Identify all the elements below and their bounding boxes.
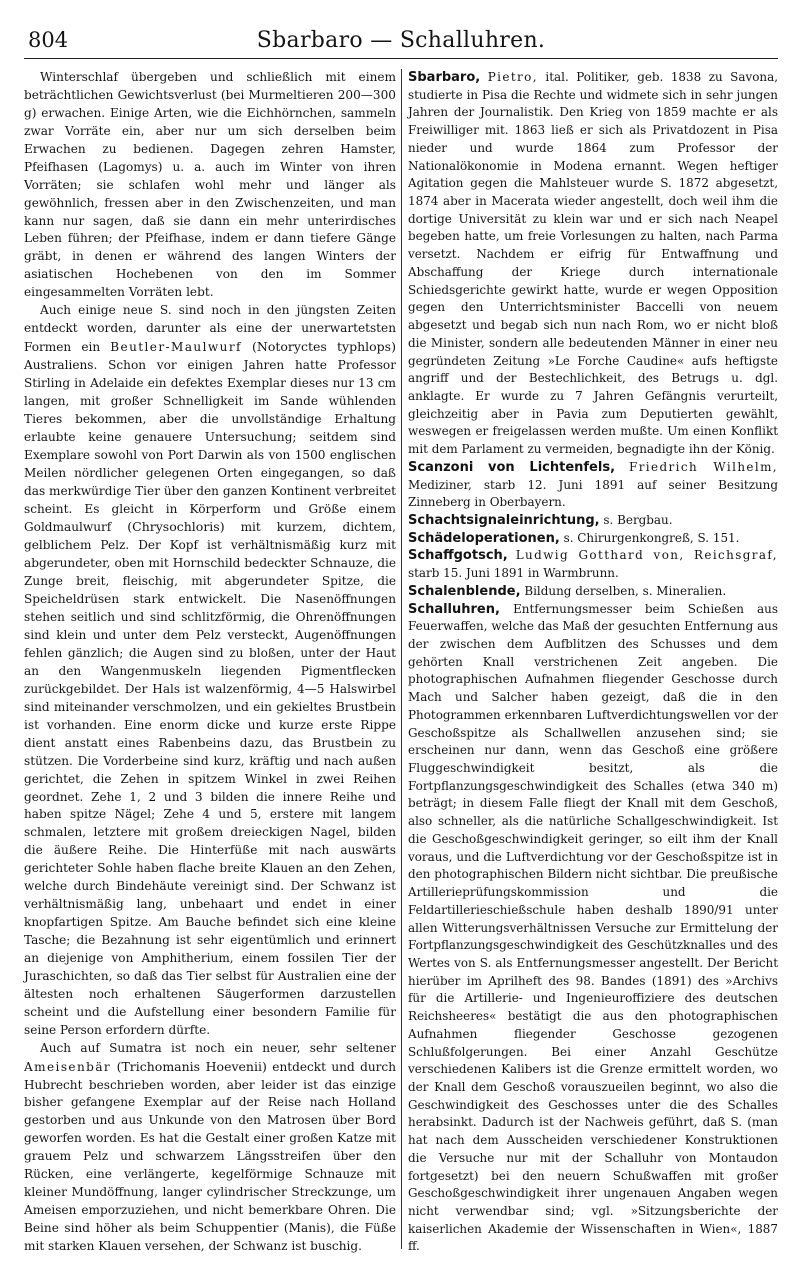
entry-headword: Scanzoni von Lichtenfels,: [408, 459, 616, 475]
term-ameisenbaer: Ameisenbär: [24, 1059, 112, 1074]
paragraph-beutler-maulwurf: [24, 302, 396, 1039]
scientific-name: (Chrysochloris): [127, 519, 225, 535]
scientific-name: (Notoryctes typhlops): [252, 339, 396, 355]
paragraph-text: Australiens. Schon vor einigen Jahren hatte Professor Stirling in Adelaide ein defektes Exemplar dieses nur 13 cm langen, mit großer Schnelligkeit im Sande wühlenden Tieres bekommen, aber die unvollständige Erhaltung erlaubte keine genauere Untersuchung; seitdem sind Exemplare sowohl von Port Darwin als von 1500 englischen Meilen nördlicher gelegenen Orten eingegangen, so daß das merkwürdige Tier über den ganzen Kontinent verbreitet scheint. Es gleicht in Körperform und Größe einem Goldmaulwurf: [24, 358, 396, 535]
right-column: [408, 69, 778, 1256]
entry-body: Mediziner, starb 12. Juni 1891 auf seiner Besitzung Zinneberg in Oberbayern.: [408, 477, 778, 510]
entry-headword: Schalluhren,: [408, 601, 500, 617]
paragraph-winterschlaf: Winterschlaf übergeben und schließlich mit einem beträchtlichen Gewichtsverlust (bei Murmeltieren 200—300 g) erwachen. Einige Arten, wie die Eichhörnchen, sammeln zwar Vorräte ein, aber nur um sich derselben beim Erwachen zu bedienen. Dagegen zehren Hamster, Pfeifhasen (Lagomys) u. a. auch im Winter von ihren Vorräten; sie schlafen wohl mehr und länger als gewöhnlich, fressen aber in den Zwischenzeiten, und man kann nur sagen, daß sie dann ein mehr unterirdisches Leben führen; der Pfeifhase, indem er dann tiefere Gänge gräbt, in denen er während des langen Winters der asiatischen Hochebenen von den im Sommer eingesammelten Vorräten lebt.: [24, 70, 396, 300]
entry-body: Entfernungsmesser beim Schießen aus Feuerwaffen, welche das Maß der gesuchten Entfernung aus der zwischen dem Aufblitzen des Schusses und dem gehörten Knall verstrichenen Zeit angeben. Die photographischen Aufnahmen fliegender Geschosse durch Mach und Salcher haben gezeigt, daß die in den Photogrammen erkennbaren Luftverdichtungswellen vor der Geschoßspitze als Schallwellen anzusehen sind; sie erscheinen nur dann, wenn das Geschoß eine größere Fluggeschwindigkeit besitzt, als die Fortpflanzungsgeschwindigkeit des Schalles (etwa 340 m) beträgt; in diesem Falle fliegt der Knall mit dem Geschoß, also schneller, als die natürliche Schallgeschwindigkeit. Ist die Geschoßgeschwindigkeit geringer, so eilt ihm der Knall voraus, und die Luftverdichtung vor der Geschoßspitze ist in den photographischen Bildern nicht sichtbar. Die preußische Artillerieprüfungskommission und die Feldartillerieschießschule haben deshalb 1890/91 unter allen Witterungsverhältnissen Versuche zur Ermittelung der Fortpflanzungsgeschwindigkeit des Geschützknalles und des Wertes von S. als Entfernungsmesser angestellt. Der Bericht hierüber im Aprilheft des 98. Bandes (1891) des »Archivs für die Artillerie- und Ingenieuroffiziere des deutschen Reichsheeres« bestätigt die aus den photographischen Aufnahmen fliegender Geschosse gezogenen Schlußfolgerungen. Bei einer Anzahl Geschütze verschiedenen Kalibers ist die Grenze ermittelt worden, wo der Knall dem Geschoß vorauszueilen beginnt, wo also die Geschwindigkeit des Geschosses unter die des Schalles herabsinkt. Dadurch ist der Nachweis geführt, daß S. (man hat nach dem Ausscheiden verschiedener Konstruktionen die Versuche nur mit der Schalluhr von Montaudon fortgesetzt) bei den neuern Schußwaffen mit großer Geschoßgeschwindigkeit ihrer ungenauen Angaben wegen nicht verwendbar sind; vgl. »Sitzungsberichte der kaiserlichen Akademie der Wissenschaften in Wien«, 1887 ff.: [408, 601, 778, 1254]
entry-schalenblende: [408, 583, 778, 601]
paragraph-text: Auch einige neue S. sind noch in den jüngsten Zeiten entdeckt worden, darunter als eine der unerwartetsten Formen ein: [24, 303, 396, 355]
left-column: [24, 69, 396, 1256]
running-title: Sbarbaro — Schalluhren.: [256, 28, 546, 53]
text-columns: [24, 69, 778, 1254]
term-beutler-maulwurf: Beutler-Maulwurf: [110, 340, 242, 355]
entry-schachtsignaleinrichtung: [408, 512, 778, 530]
entry-headword: Sbarbaro,: [408, 70, 481, 85]
column-divider: [401, 69, 402, 1249]
entry-name: Pietro,: [487, 70, 538, 84]
entry-body: s. Bergbau.: [599, 512, 673, 527]
entry-headword: Schachtsignaleinrichtung,: [408, 512, 600, 528]
paragraph-ameisenbaer: [24, 1040, 396, 1256]
entry-schaffgotsch: [408, 547, 778, 582]
entry-schalluhren: [408, 601, 778, 1257]
entry-headword: Schädeloperationen,: [408, 530, 560, 546]
entry-name: Ludwig Gotthard von, Reichsgraf,: [515, 548, 778, 563]
entry-body: Bildung derselben, s. Mineralien.: [520, 583, 727, 598]
page-number: 804: [28, 28, 69, 52]
entry-name: Friedrich Wilhelm,: [629, 459, 779, 474]
paragraph-text: mit kurzem, dichtem, gelblichem Pelz. Der Kopf ist verhältnismäßig kurz mit abgerundeter, oben mit Hornschild bedeckter Schnauze, die Zunge breit, fleischig, mit abgerundeter Spitze, die Speicheldrüsen stark entwickelt. Die Nasenöffnungen stehen seitlich und sind schlitzförmig, die Ohrenöffnungen sind klein und unter dem Pelz versteckt, Augenöffnungen fehlen gänzlich; die Augen sind zu bloßen, unter der Haut an den Wangenmuskeln liegenden Pigmentflecken zurückgebildet. Der Hals ist walzenförmig, 4—5 Halswirbel sind miteinander verschmolzen, und ein gekieltes Brustbein ist vorhanden. Eine enorm dicke und kurze erste Rippe dient anstatt eines Rabenbeins dazu, das Brustbein zu stützen. Die Vorderbeine sind kurz, kräftig und nach außen gerichtet, die Zehen in spitzem Winkel in zwei Reihen geordnet. Zehe 1, 2 und 3 bilden die innere Reihe und haben spitze Nägel; Zehe 4 und 5, erstere mit langem schmalen, letztere mit großem dreieckigen Nagel, bilden die äußere Reihe. Die Hinterfüße mit nach auswärts gerichteter Sohle haben flache breite Klauen an den Zehen, welche durch Bindehäute vereinigt sind. Der Schwanz ist verhältnismäßig lang, unbehaart und endet in einer knopfartigen Spitze. Am Bauche befindet sich eine kleine Tasche; die Bezahnung ist sehr eigentümlich und erinnert an diejenige von Amphitherium, einem fossilen Tier der Juraschichten, so daß das Tier selbst für Australien eine der ältesten noch erhaltenen Säugerformen darzustellen scheint und die Aufstellung einer besondern Familie für seine Person erfordern dürfte.: [24, 520, 396, 1037]
entry-headword: Schaffgotsch,: [408, 548, 508, 564]
entry-sbarbaro: [408, 69, 778, 459]
entry-body: ital. Politiker, geb. 1838 zu Savona, studierte in Pisa die Rechte und widmete sich in sehr jungen Jahren der Journalistik. Den Krieg von 1859 machte er als Freiwilliger mit. 1863 ließ er sich als Privatdozent in Pisa nieder und wurde 1864 zum Professor der Nationalökonomie in Modena ernannt. Wegen heftiger Agitation gegen die Mahlsteuer wurde S. 1872 abgesetzt, 1874 aber in Macerata wieder angestellt, doch weil ihm die dortige Universität zu klein war und er sich nach Neapel begeben hatte, um freie Vorlesungen zu halten, nach Parma versetzt. Nachdem er eifrig für Entwaffnung und Abschaffung der Kriege durch internationale Schiedsgerichte gewirkt hatte, wurde er wegen Opposition gegen den Unterrichtsminister Baccelli von neuem abgesetzt und begab sich nun nach Rom, wo er nicht bloß die Minister, sondern alle bedeutenden Männer in einer neu gegründeten Zeitung »Le Forche Caudine« aufs heftigste angriff und der Bestechlichkeit, des Betrugs u. dgl. anklagte. Er wurde zu 7 Jahren Gefängnis verurteilt, gleichzeitig aber in Pavia zum Deputierten gewählt, weswegen er freigelassen werden mußte. Um einen Konflikt mit dem Parlament zu vermeiden, begnadigte ihn der König.: [408, 70, 778, 457]
entry-schaedeloperationen: [408, 530, 778, 548]
entry-scanzoni: [408, 459, 778, 512]
paragraph-text: Auch auf Sumatra ist noch ein neuer, sehr seltener: [40, 1040, 396, 1055]
entry-headword: Schalenblende,: [408, 583, 521, 599]
entry-body: starb 15. Juni 1891 in Warmbrunn.: [408, 566, 619, 581]
page-header: [24, 26, 778, 59]
entry-body: s. Chirurgenkongreß, S. 151.: [559, 530, 740, 545]
paragraph-text: entdeckt und durch Hubrecht beschrieben worden, aber leider ist das einzige bisher gefangene Exemplar auf der Reise nach Holland gestorben und aus Unkunde von den Matrosen über Bord geworfen worden. Es hat die Gestalt einer großen Katze mit grauem Pelz und schwarzem Längsstreifen über den Rücken, eine verlängerte, kegelförmige Schnauze mit kleiner Mundöffnung, langer cylindrischer Streckzunge, um Ameisen emporzuziehen, und nicht bemerkbare Ohren. Die Beine sind höher als beim Schuppentier (Manis), die Füße mit starken Klauen versehen, der Schwanz ist buschig.: [24, 1059, 396, 1253]
scientific-name: (Trichomanis Hoevenii): [116, 1058, 267, 1074]
